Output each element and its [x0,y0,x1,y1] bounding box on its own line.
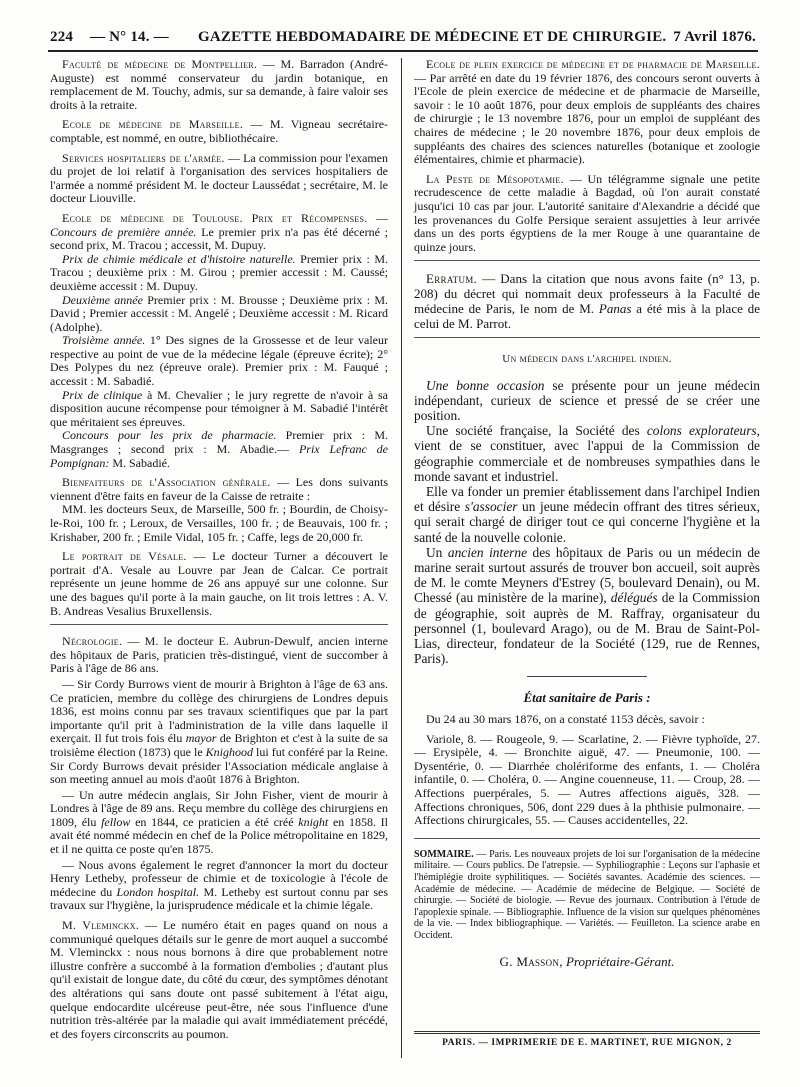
obituary-letheby: — Nous avons également le regret d'annoncer la mort du docteur Henry Letheby, professeur de chimie et de toxicologie à l'école de médecine du London hospital. M. Letheby est surtout connu par ses travaux sur l'hygiène, la jurisprudence médicale et la chimie légale. [50,857,389,913]
issue-number: — N° 14. — [90,29,169,45]
short-divider [527,676,647,677]
etat-stats: Variole, 8. — Rougeole, 9. — Scarlatine, 2. — Fièvre typhoïde, 27. — Erysipèle, 4. — Bronchite aiguë, 47. — Pneumonie, 100. — Dysentérie, 0. — Diarrhée cholériforme des enfants, 1. — Choléra infantile, 0. — Choléra, 0. — Angine couenneuse, 11. — Croup, 28. — Affections puerpérales, 5. — Autres affections aiguës, 328. — Affections chroniques, 506, dont 229 dues à la phthisie pulmonaire. — Affections chirurgicales, 55. — Causes accidentelles, 22. [414,731,760,828]
sommaire: SOMMAIRE. — Paris. Les nouveaux projets de loi sur l'organisation de la médecine militaire. — Cours publics. De l'atrepsie. — Syphiliographie : Leçons sur l'aphasie et l'hémiplégie droite syphilitiques. — Sociétés savantes. Académie des sciences. — Académie de médecine. — Académie de médecine de Belgique. — Société de chirurgie. — Société de biologie. — Revue des journaux. Contribution à l'étude de l'apoplexie spinale. — Bibliographie. Influence de la vision sur quelques phénomènes de la vie. — Index bibliographique. — Variétés. — Feuilleton. La science arabe en Occident. [414,848,760,941]
news-ecole-marseille: Ecole de plein exercice de médecine et de pharmacie de Marseille. — Par arrêté en date du 19 février 1876, des concours seront ouverts à l'Ecole de plein exercice de médecine et de pharmacie de Marseille, savoir : le 10 août 1876, pour deux emplois de suppléants des chaires de chirurgie ; le 13 novembre 1876, pour un emploi de suppléant des chaires de médecine ; le 20 novembre 1876, pour deux emplois de suppléants des chaires des sciences naturelles (botanique et zoologie élémentaires, chimie et pharmacie). [414,57,760,167]
section-divider [414,260,760,261]
column-divider [401,58,402,1058]
section-divider [414,337,760,338]
news-bienfaiteurs: Bienfaiteurs de l'Association générale. — Les dons suivants viennent d'être faits en faveur de la Caisse de retraite : [50,475,388,503]
left-column [50,58,388,1047]
issue-date: 7 Avril 1876. [673,29,756,45]
right-column [414,58,760,975]
news-toulouse: Ecole de médecine de Toulouse. Prix et Récompenses. — Concours de première année. Le premier prix n'a pas été décerné ; second prix, M. Tracou ; accessit, M. Dupuy. Prix de chimie médicale et d'histoire naturelle. Premier prix : M. Tracou ; deuxième prix : M. Girou ; premier accessit : M. Caussé; deuxième accessit : M. Dupuy. Deuxième année Premier prix : M. Brousse ; Deuxième prix : M. David ; Premier accessit : M. Angelé ; Deuxième accessit : M. Ricard (Adolphe). Troisième année. 1° Des signes de la Grossesse et de leur valeur respective au point de vue de la médecine légale (épreuve écrite); 2° Des Polypes du nez (épreuve orale). Premier prix : M. Fauqué ; accessit : M. Sabadié. Prix de clinique à M. Chevalier ; le jury regrette de n'avoir à sa disposition aucune récompense pour témoigner à M. Sabadié l'intérêt que méritaient ses épreuves. Concours pour les prix de pharmacie. Premier prix : M. Masgranges ; second prix : M. Abadie.— Prix Lefranc de Pompignan: M. Sabadié. [50,210,389,470]
page-number: 224 [50,29,74,45]
journal-title: GAZETTE HEBDOMADAIRE DE MÉDECINE ET DE CHIRURGIE. [198,29,667,45]
page-header [48,26,758,50]
etat-intro: Du 24 au 30 mars 1876, on a constaté 1153 décès, savoir : [426,711,705,726]
printer-footer: PARIS. — IMPRIMERIE DE E. MARTINET, RUE MIGNON, 2 [414,1031,760,1048]
article-title: Un médecin dans l'archipel indien. [502,353,672,366]
news-montpellier: Faculté de médecine de Montpellier. — M. Barradon (André-Auguste) est nommé conservateur du jardin botanique, en remplacement de M. Touchy, admis, sur sa demande, à faire valoir ses droits à la retraite. [50,57,388,112]
header-rule [48,50,758,52]
section-divider [50,624,388,625]
donors-list: MM. les docteurs Seux, de Marseille, 500 fr. ; Bourdin, de Choisy-le-Roi, 100 fr. ; Leroux, de Versailles, 100 fr. ; de Beauvais, 100 fr. ; Krishaber, 200 fr. ; Emile Vidal, 105 fr. ; Caffe, legs de 20,000 fr. [50,502,388,544]
obituary-fisher: — Un autre médecin anglais, Sir John Fisher, vient de mourir à Londres à l'âge de 89 ans. Reçu membre du collège des chirurgiens en 1809, élu fellow en 1844, ce praticien a été créé knight en 1858. Il avait été nommé médecin en chef de la Police métropolitaine en 1829, et il ne quitta ce poste qu'en 1875. [50,787,389,857]
news-armee: Services hospitaliers de l'armée. — La commission pour l'examen du projet de loi relatif à l'organisation des services hospitaliers de l'armée a nommé président M. le docteur Laussédat ; secrétaire, M. le docteur Liouville. [50,150,389,206]
erratum: Erratum. — Dans la citation que nous avons faite (n° 13, p. 208) du décret qui nommait deux professeurs à la Faculté de médecine de Paris, le nom de M. Panas a été mis à la place de celui de M. Parrot. [414,271,760,332]
news-vleminckx: M. Vleminckx. — Le numéro était en pages quand on nous a communiqué quelques détails sur le genre de mort auquel a succombé M. Vleminckx : nous nous bornons à dire que probablement notre illustre confrère a succombé à la formation d'embolies ; d'autant plus qu'il existait de longue date, du côté du cœur, des symptômes dénotant des altérations qui sans doute ont passé subitement à l'état aigu, quelque endocardite ulcéreuse peut-être, née sous l'influence d'une nutrition très-altérée par la maladie qui avait immédiatement précédé, et des foyers circonscrits au poumon. [50,918,389,1041]
news-peste: La Peste de Mésopotamie. — Un télégramme signale une petite recrudescence de cette maladie à Bagdad, où l'on aurait constaté jusqu'ici 10 cas par jour. L'autorité sanitaire d'Alexandrie a décidé que les provenances du Golfe Persique seraient assujetties à leur arrivée dans un des ports égyptiens de la mer Rouge à une quarantaine de quinze jours. [414,171,760,254]
news-vesale: Le portrait de Vésale. — Le docteur Turner a découvert le portrait d'A. Vesale au Louvre par Jean de Calcar. Ce portrait représente un jeune homme de 26 ans appuyé sur une colonne. Sur une des bagues qu'il porte à la main gauche, on lit trois lettres : A. V. B. Andreas Vesalius Bruxellensis. [50,549,388,618]
signature: G. Masson, Propriétaire-Gérant. [499,954,675,970]
obituary-aubrun: Nécrologie. — M. le docteur E. Aubrun-Dewulf, ancien interne des hôpitaux de Paris, praticien très-distingué, vient de succomber à Paris à l'âge de 86 ans. [50,634,388,676]
section-divider [414,838,760,839]
article-archipel: Un médecin dans l'archipel indien. Une bonne occasion se présente pour un jeune médecin indépendant, curieux de science et pressé de se créer une position. Une société française, la Société des colons explorateurs, vient de se constituer, avec l'appui de la Commission de géographie commerciale et de nombreuses sympathies dans le monde savant et industriel. Elle va fonder un premier établissement dans l'archipel Indien et désire s'associer un jeune médecin offrant des titres sérieux, qui serait chargé de diriger tout ce qui concerne l'hygiène et la santé de la nouvelle colonie. Un ancien interne des hôpitaux de Paris ou un médecin de marine serait surtout assurés de trouver bon accueil, soit auprès de M. le comte Meyners d'Estrey (5, boulevard Denain), ou M. Chessé (au ministère de la marine), délégués de la Commission de géographie, soit auprès de M. Raffray, organisateur du personnel (1, boulevard Arago), ou de M. Brau de Saint-Pol-Lias, directeur, fondateur de la Société (129, rue de Rennes, Paris). [414,353,760,667]
etat-title: État sanitaire de Paris : [523,690,651,706]
obituary-burrows: — Sir Cordy Burrows vient de mourir à Brighton à l'âge de 63 ans. Ce praticien, membre du collège des chirurgiens de Londres depuis 1836, est moins connu par ses travaux scientifiques que par la part importante qu'il prit à l'administration de la ville dans laquelle il exerçait. Il fut trois fois élu mayor de Brighton et c'est à la suite de sa troisième élection (1873) que le Knighood lui fut conféré par la Reine. Sir Cordy Burrows devait présider l'Association médicale anglaise à son meeting annuel au mois d'août 1876 à Brighton. [50,676,389,787]
news-marseille: Ecole de médecine de Marseille. — M. Vigneau secrétaire-comptable, est nommé, en outre, bibliothécaire. [50,117,389,145]
